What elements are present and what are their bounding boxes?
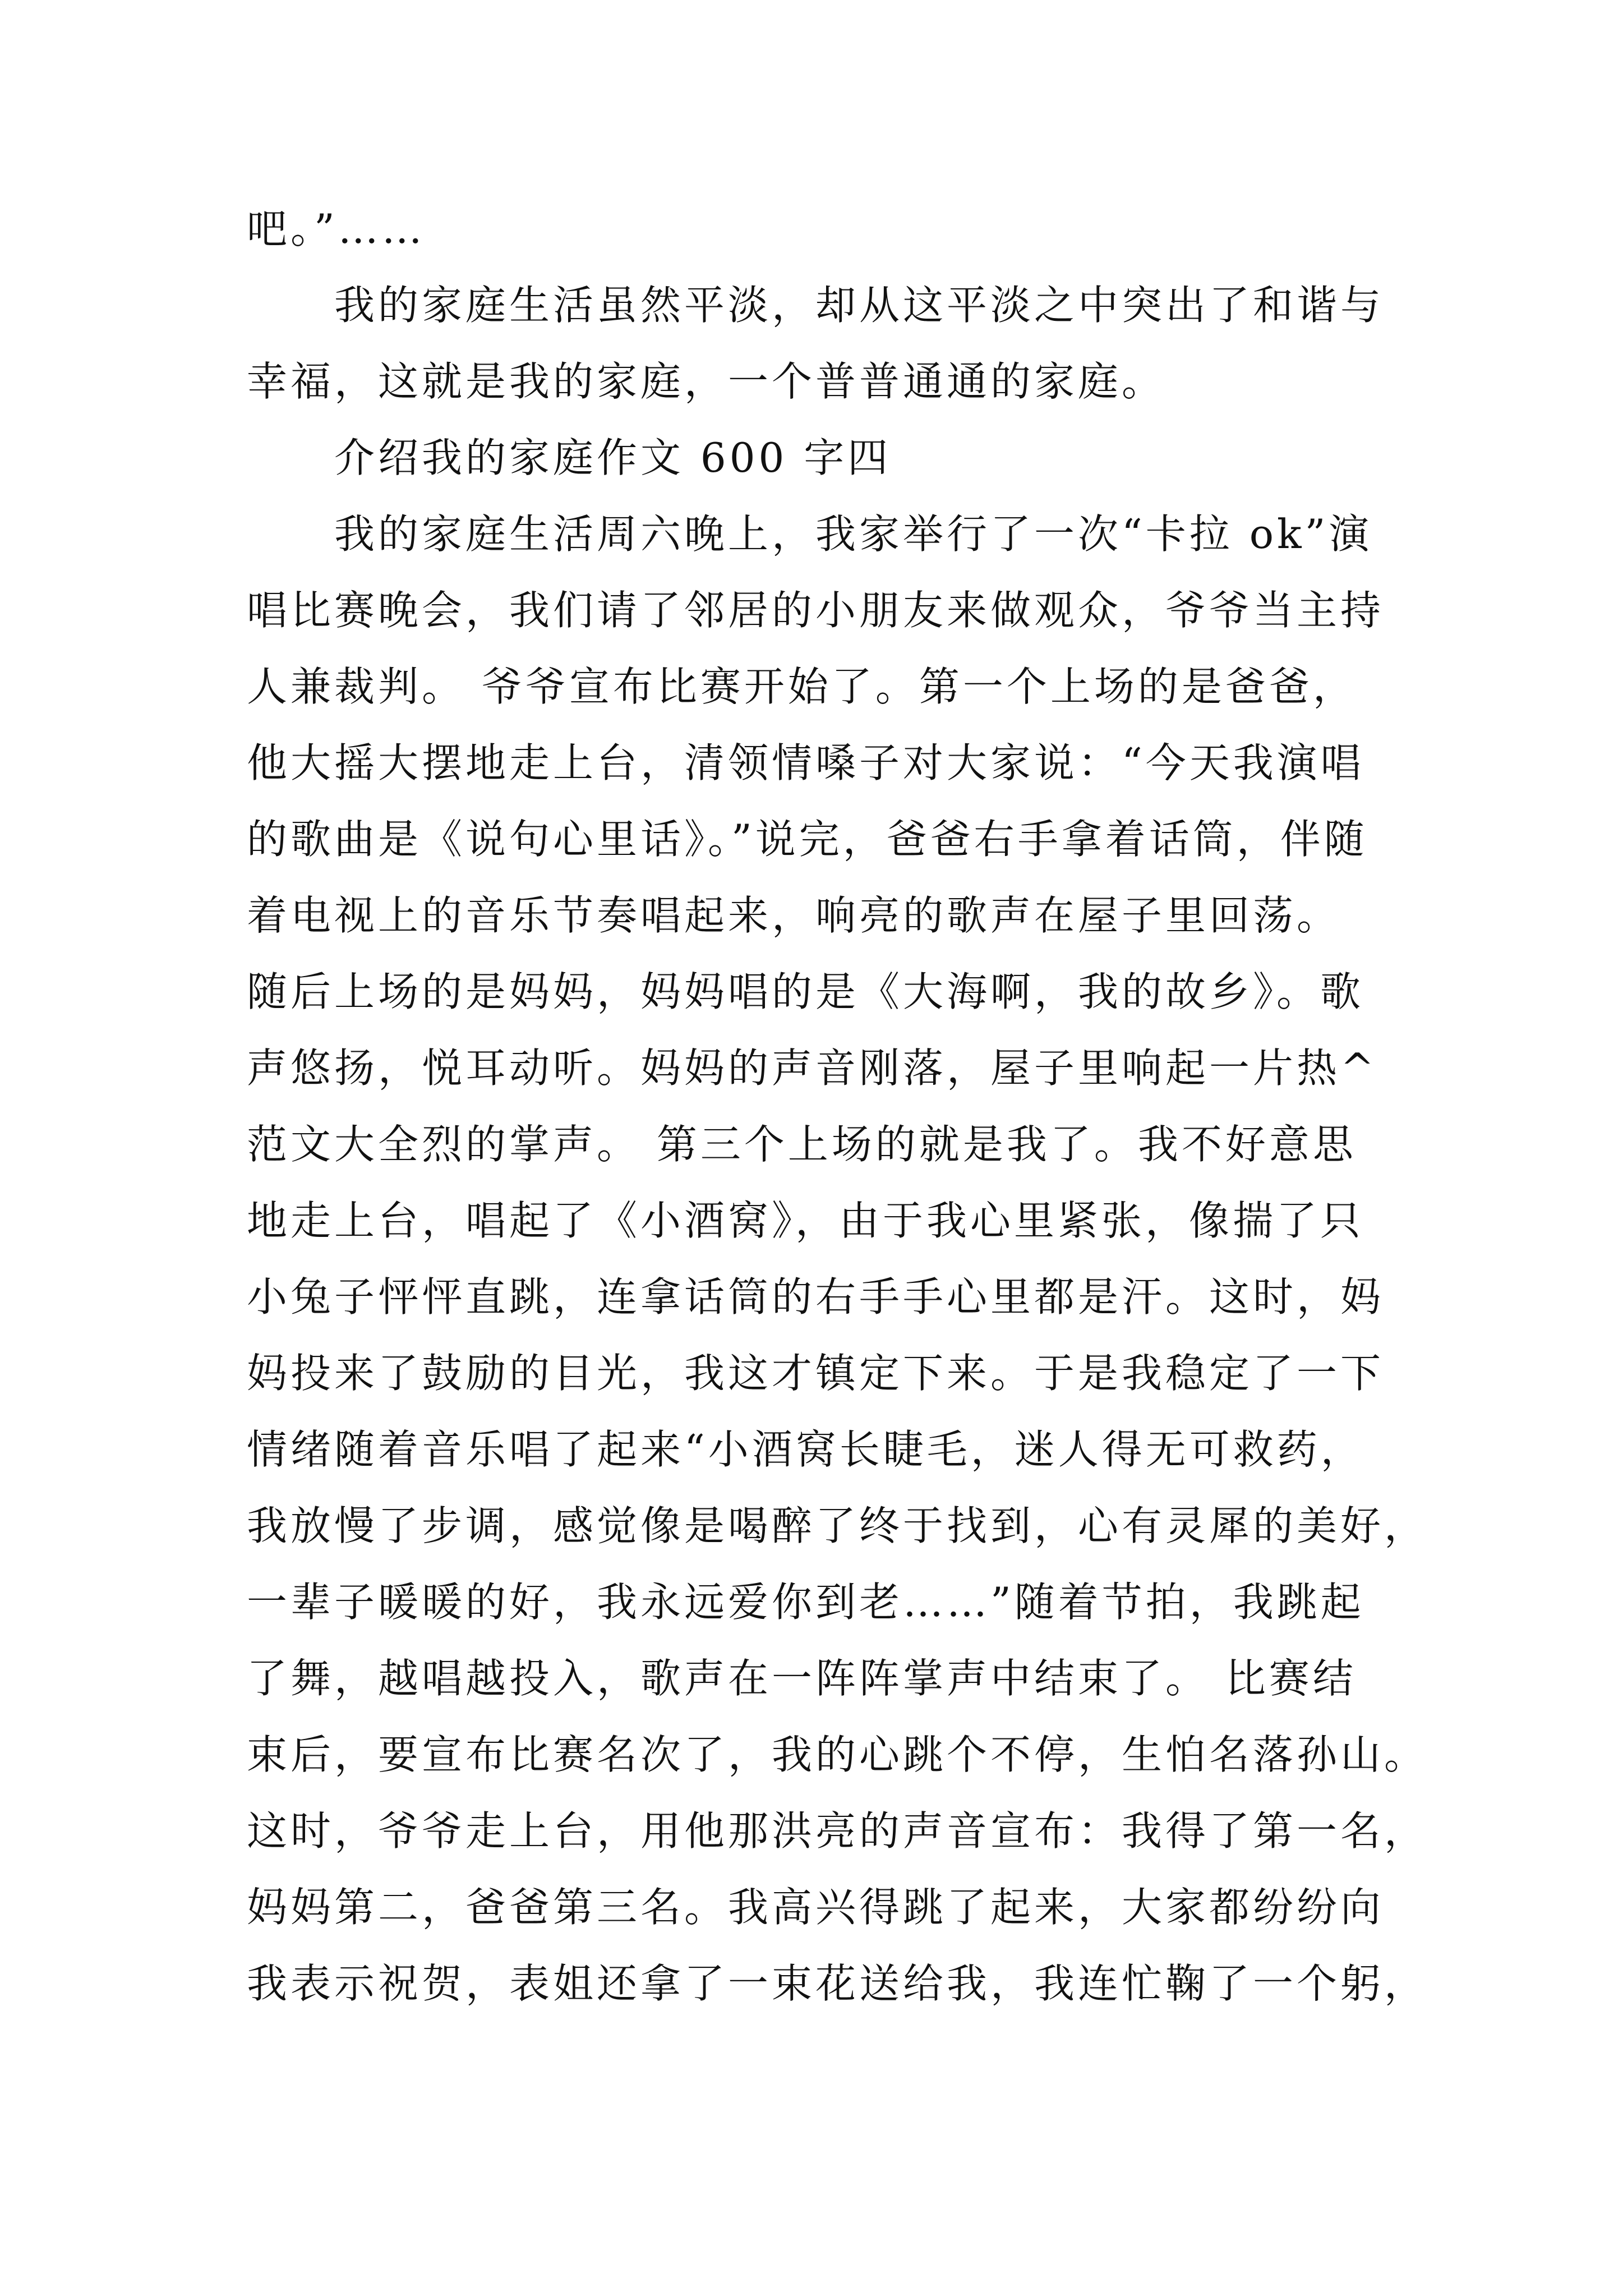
text-line: 地走上台，唱起了《小酒窝》，由于我心里紧张，像揣了只 xyxy=(247,1197,1364,1244)
text-line: 的歌曲是《说句心里话》。”说完，爸爸右手拿着话筒，伴随 xyxy=(247,816,1368,863)
text-line: 着电视上的音乐节奏唱起来，响亮的歌声在屋子里回荡。 xyxy=(247,892,1341,939)
text-line: 他大摇大摆地走上台，清领情嗓子对大家说：“今天我演唱 xyxy=(247,739,1364,786)
text-line: 妈投来了鼓励的目光，我这才镇定下来。于是我稳定了一下 xyxy=(247,1350,1385,1397)
text-line: 这时，爷爷走上台，用他那洪亮的声音宣布：我得了第一名， xyxy=(247,1807,1428,1855)
text-line: 范文大全烈的掌声。 第三个上场的就是我了。我不好意思 xyxy=(247,1121,1357,1168)
text-line: 小兔子怦怦直跳，连拿话筒的右手手心里都是汗。这时，妈 xyxy=(247,1273,1385,1320)
text-line: 情绪随着音乐唱了起来“小酒窝长睫毛，迷人得无可救药， xyxy=(247,1426,1364,1473)
text-line: 我的家庭生活虽然平淡，却从这平淡之中突出了和谐与 xyxy=(334,282,1385,329)
body-text xyxy=(247,191,1428,2022)
text-line: 幸福，这就是我的家庭，一个普普通通的家庭。 xyxy=(247,358,1166,405)
text-line: 我放慢了步调，感觉像是喝醉了终于找到，心有灵犀的美好， xyxy=(247,1502,1428,1549)
text-line: 了舞，越唱越投入，歌声在一阵阵掌声中结束了。 比赛结 xyxy=(247,1655,1357,1702)
text-line: 妈妈第二，爸爸第三名。我高兴得跳了起来，大家都纷纷向 xyxy=(247,1884,1385,1931)
section-heading: 介绍我的家庭作文 600 字四 xyxy=(334,434,892,481)
text-line: 声悠扬，悦耳动听。妈妈的声音刚落，屋子里响起一片热^ xyxy=(247,1045,1378,1092)
text-line: 人兼裁判。 爷爷宣布比赛开始了。第一个上场的是爸爸， xyxy=(247,663,1357,710)
text-line: 吧。”…… xyxy=(247,205,426,252)
text-line: 我的家庭生活周六晚上，我家举行了一次“卡拉 ok”演 xyxy=(334,510,1373,558)
text-line: 唱比赛晚会，我们请了邻居的小朋友来做观众，爷爷当主持 xyxy=(247,587,1385,634)
text-line: 随后上场的是妈妈，妈妈唱的是《大海啊，我的故乡》。歌 xyxy=(247,968,1364,1015)
text-line: 束后，要宣布比赛名次了，我的心跳个不停，生怕名落孙山。 xyxy=(247,1731,1428,1778)
text-line: 我表示祝贺，表姐还拿了一束花送给我，我连忙鞠了一个躬， xyxy=(247,1960,1428,2007)
text-line: 一辈子暖暖的好，我永远爱你到老……”随着节拍，我跳起 xyxy=(247,1579,1364,1626)
